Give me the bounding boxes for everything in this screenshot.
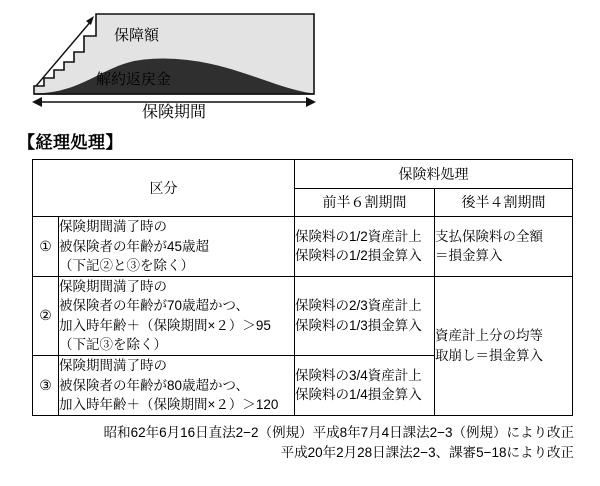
row-number: ② [33,276,59,355]
second-half-line: 支払保険料の全額 [435,228,543,244]
kubun-line: 加入時年齢＋（保険期間×２）＞95 [59,317,271,333]
kubun-line: 保険期間満了時の [59,278,167,294]
first-half-line: 保険料の3/4資産計上 [295,367,422,383]
footnote-line: 昭和62年6月16日直法2−2（例規）平成8年7月4日課法2−3（例規）により改正 [103,424,574,440]
first-half-line: 保険料の1/4損金算入 [295,387,422,403]
step-arrow-head [86,16,94,25]
section-title: 【経理処理】 [18,133,123,152]
first-half-line: 保険料の1/2資産計上 [295,228,422,244]
second-half-line: 取崩し＝損金算入 [435,347,543,363]
table-header-row-1 [33,160,573,189]
insurance-diagram [24,6,354,124]
kubun-line: 被保険者の年齢が70歳超かつ、 [59,298,249,314]
kubun-line: 保険期間満了時の [59,219,167,234]
surrender-value-label: 解約返戻金 [96,71,172,88]
row-kubun [59,217,295,277]
first-half-line: 保険料の1/2損金算入 [295,248,422,264]
table-row [33,276,573,355]
kubun-line: （下記③を除く） [59,337,167,353]
footnotes [0,423,574,464]
row-first-half [295,217,435,277]
first-half-line: 保険料の1/3損金算入 [295,317,422,333]
row-second-half [435,217,573,277]
footnote-line: 平成20年2月28日課法2−3、課審5−18により改正 [280,444,574,460]
kubun-line: （下記②と③を除く） [59,258,194,274]
period-arrow-left-head [32,97,42,107]
row-number: ① [33,217,59,277]
insurance-period-label: 保険期間 [142,104,207,121]
row-first-half [295,355,435,415]
second-half-line: ＝損金算入 [435,248,503,264]
kubun-line: 保険期間満了時の [59,357,167,373]
row-number: ③ [33,355,59,415]
period-arrow-right-head [306,97,316,107]
row-first-half [295,276,435,355]
header-second-half: 後半４割期間 [435,188,573,217]
kubun-line: 被保険者の年齢が45歳超 [59,238,210,254]
second-half-line: 資産計上分の均等 [435,328,543,344]
header-first-half: 前半６割期間 [295,188,435,217]
header-premium-handling: 保険料処理 [295,160,573,189]
kubun-line: 被保険者の年齢が80歳超かつ、 [59,377,249,393]
first-half-line: 保険料の2/3資産計上 [295,298,422,314]
accounting-table [32,159,573,416]
kubun-line: 加入時年齢＋（保険期間×２）＞120 [59,397,279,413]
page-root [0,6,600,486]
row-kubun [59,276,295,355]
row-kubun [59,355,295,415]
table-row [33,217,573,277]
accounting-table-wrap [32,159,572,416]
row-second-half-merged [435,276,573,415]
coverage-amount-label: 保障額 [114,27,160,44]
header-kubun: 区分 [33,160,295,217]
